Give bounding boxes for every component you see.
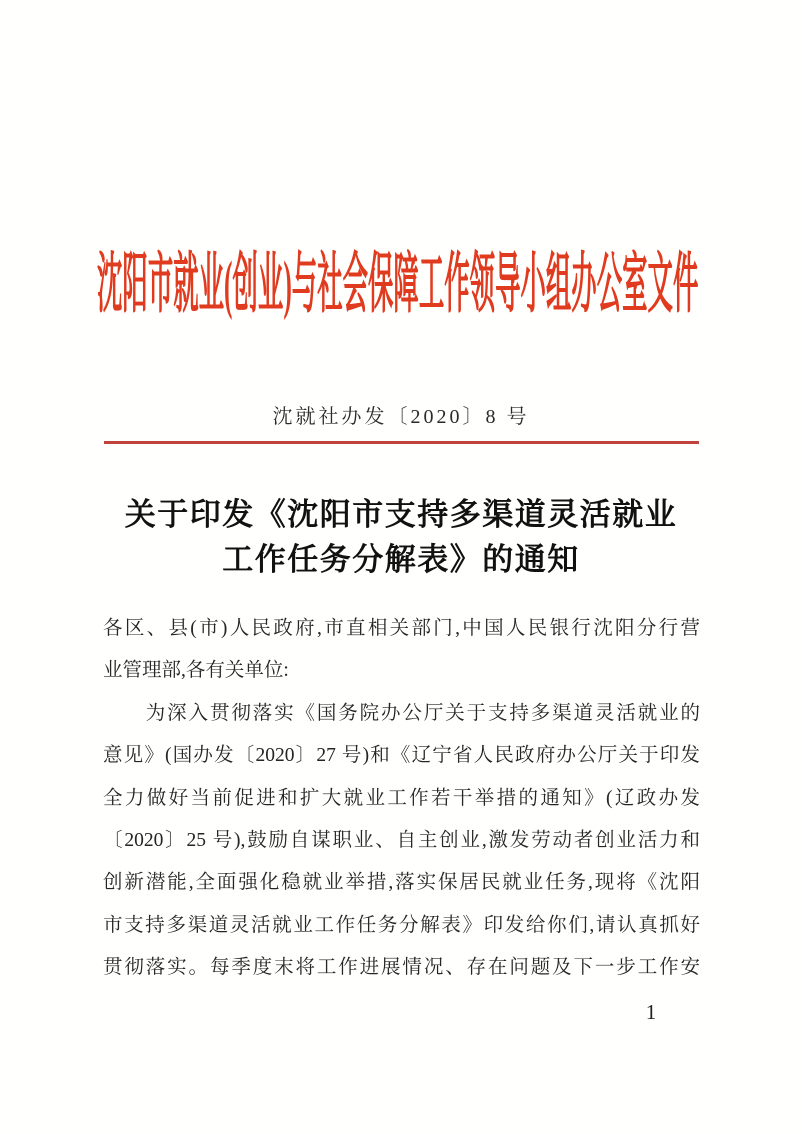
body-text [103, 608, 700, 990]
document-title [0, 492, 802, 582]
body-line: 全力做好当前促进和扩大就业工作若干举措的通知》(辽政办发 [103, 787, 700, 809]
document-title-line1: 关于印发《沈阳市支持多渠道灵活就业 [124, 497, 678, 532]
body-line: 创新潜能,全面强化稳就业举措,落实保居民就业任务,现将《沈阳 [103, 872, 700, 894]
body-line: 市支持多渠道灵活就业工作任务分解表》印发给你们,请认真抓好 [103, 914, 700, 936]
document-title-line2: 工作任务分解表》的通知 [222, 542, 580, 577]
page-number: 1 [645, 1000, 657, 1024]
body-line: 意见》(国办发〔2020〕27 号)和《辽宁省人民政府办公厅关于印发 [103, 745, 700, 767]
body-line: 〔2020〕25 号),鼓励自谋职业、自主创业,激发劳动者创业活力和 [103, 829, 700, 851]
letterhead-banner [97, 246, 707, 324]
red-divider-rule [104, 441, 699, 444]
body-line: 为深入贯彻落实《国务院办公厅关于支持多渠道灵活就业的 [103, 702, 700, 724]
body-line: 各区、县(市)人民政府,市直相关部门,中国人民银行沈阳分行营 [103, 618, 700, 639]
body-line: 业管理部,各有关单位: [103, 660, 289, 682]
body-line: 贯彻落实。每季度末将工作进展情况、存在问题及下一步工作安 [103, 957, 700, 979]
letterhead-text: 沈阳市就业(创业)与社会保障工作领导小组办公室文件 [97, 248, 699, 321]
doc-reference-number: 沈就社办发〔2020〕8 号 [272, 406, 530, 428]
